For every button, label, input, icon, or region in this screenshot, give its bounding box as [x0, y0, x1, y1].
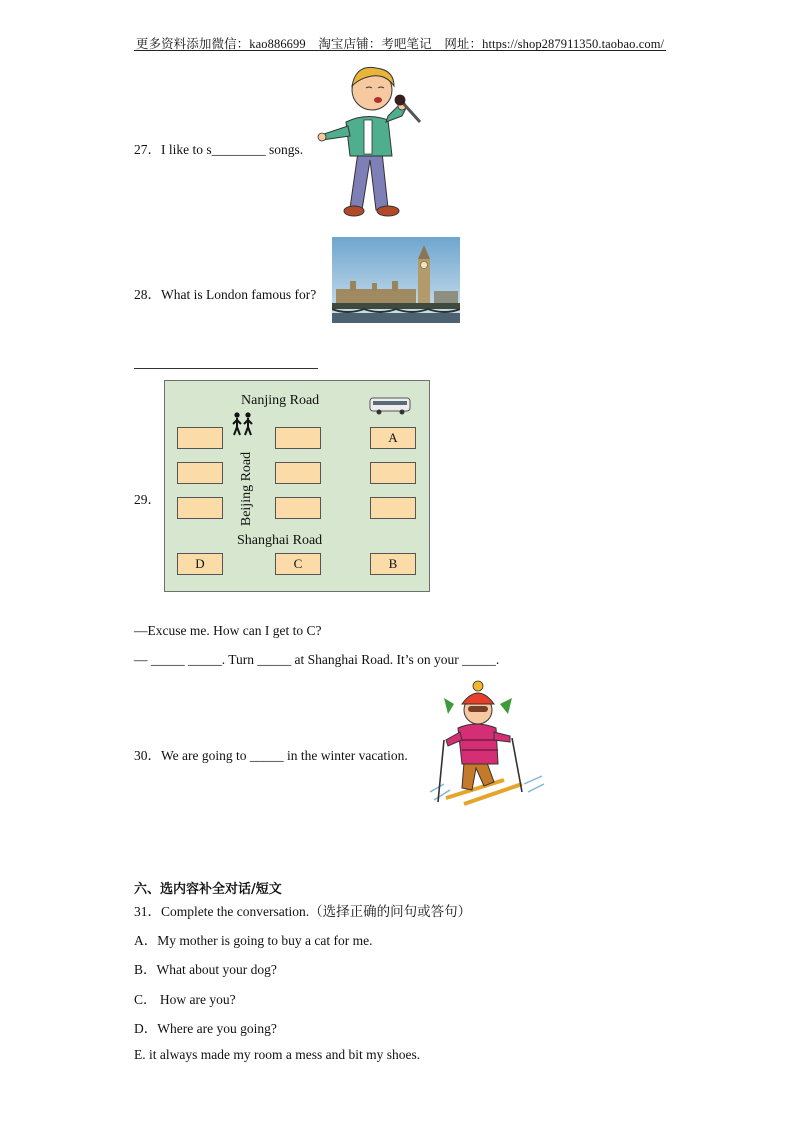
option-b: B．What about your dog? — [134, 962, 277, 977]
page-header: 更多资料添加微信：kao886699 淘宝店铺：考吧笔记 网址：https://shop287911350.taobao.com/ — [134, 34, 666, 51]
bus-icon — [369, 396, 413, 416]
map-block-b: B — [370, 553, 416, 575]
map-block — [370, 462, 416, 484]
section-6-title: 六、选内容补全对话/短文 — [134, 882, 282, 897]
map-block — [177, 462, 223, 484]
nanjing-road-label: Nanjing Road — [241, 393, 320, 408]
question-28: 28．What is London famous for? — [134, 287, 317, 302]
singing-boy-illustration — [316, 60, 426, 218]
question-27: 27．I like to s________ songs. — [134, 142, 304, 157]
dialogue-line-1: —Excuse me. How can I get to C? — [134, 623, 322, 638]
map-block — [275, 427, 321, 449]
shanghai-road-label: Shanghai Road — [237, 533, 323, 548]
map-block — [275, 462, 321, 484]
map-block — [177, 427, 223, 449]
london-big-ben-photo — [332, 237, 460, 323]
beijing-road-label: Beijing Road — [239, 451, 254, 527]
question-31: 31．Complete the conversation.（选择正确的问句或答句） — [134, 904, 472, 919]
option-d: D．Where are you going? — [134, 1021, 277, 1036]
dialogue-line-2: — _____ _____. Turn _____ at Shanghai Road. It’s on your _____. — [134, 652, 500, 667]
option-c: C． How are you? — [134, 992, 236, 1007]
answer-line-28[interactable] — [134, 368, 318, 369]
pedestrians-icon — [231, 411, 255, 437]
option-e: E. it always made my room a mess and bit my shoes. — [134, 1047, 421, 1062]
question-30: 30．We are going to _____ in the winter vacation. — [134, 748, 408, 763]
skiing-girl-illustration — [424, 680, 548, 806]
map-block — [177, 497, 223, 519]
map-block — [370, 497, 416, 519]
street-map — [164, 380, 430, 592]
map-block — [275, 497, 321, 519]
map-block-a: A — [370, 427, 416, 449]
option-a: A．My mother is going to buy a cat for me. — [134, 933, 373, 948]
map-block-c: C — [275, 553, 321, 575]
map-block-d: D — [177, 553, 223, 575]
question-29-number: 29． — [134, 492, 161, 507]
